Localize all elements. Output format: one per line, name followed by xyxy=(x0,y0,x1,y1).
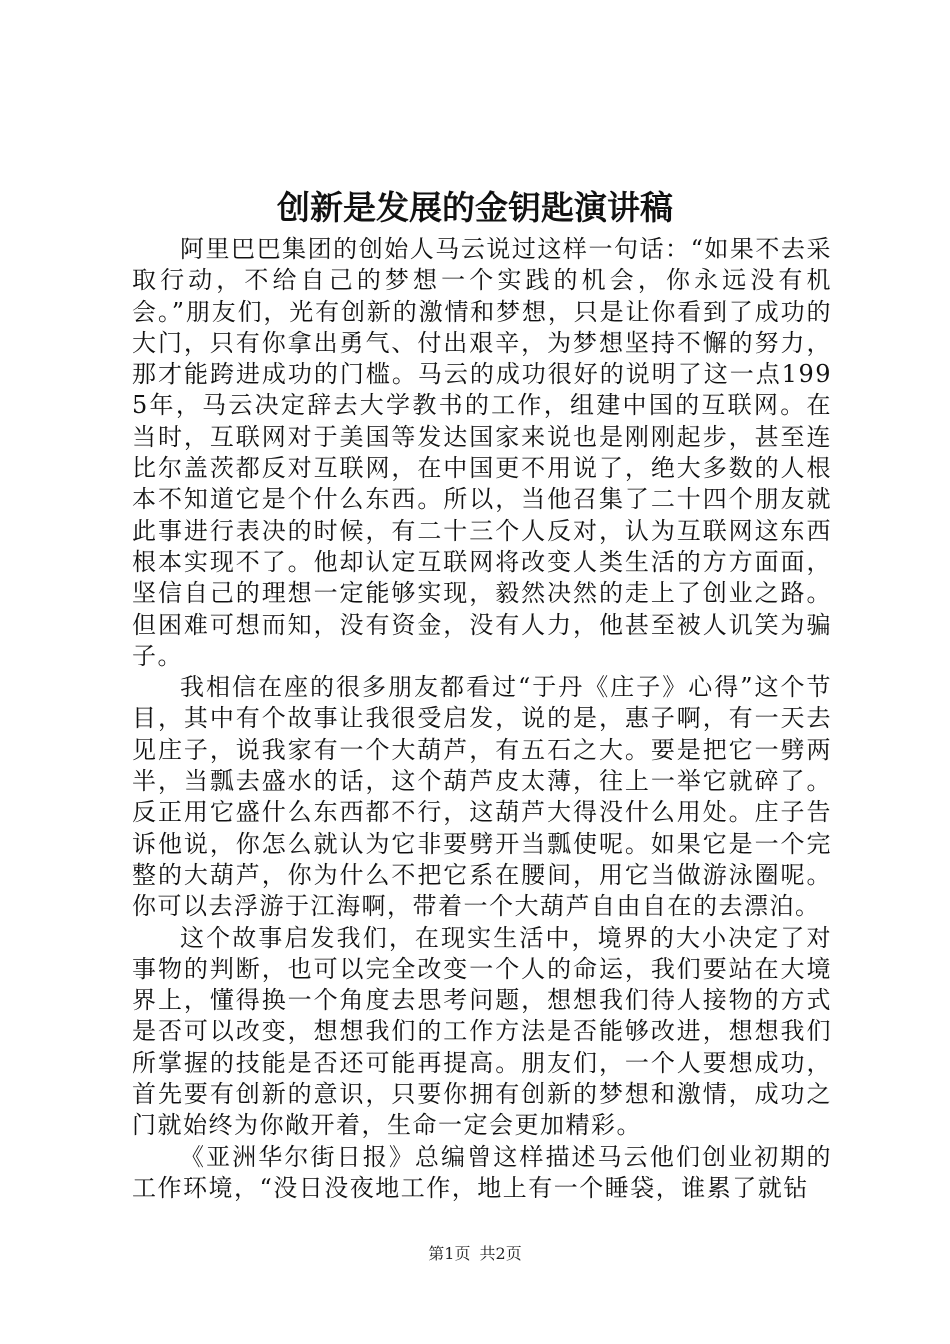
paragraph: 《亚洲华尔街日报》总编曾这样描述马云他们创业初期的工作环境，“没日没夜地工作，地上有一个睡袋，谁累了就钻 xyxy=(132,1142,832,1202)
paragraph: 阿里巴巴集团的创始人马云说过这样一句话：“如果不去采取行动，不给自己的梦想一个实践的机会，你永远没有机会。”朋友们，光有创新的激情和梦想，只是让你看到了成功的大门，只有你拿出勇气、付出艰辛，为梦想坚持不懈的努力，那才能跨进成功的门槛。马云的成功很好的说明了这一点1995年，马云决定辞去大学教书的工作，组建中国的互联网。在当时，互联网对于美国等发达国家来说也是刚刚起步，甚至连比尔盖茨都反对互联网，在中国更不用说了，绝大多数的人根本不知道它是个什么东西。所以，当他召集了二十四个朋友就此事进行表决的时候，有二十三个人反对，认为互联网这东西根本实现不了。他却认定互联网将改变人类生活的方方面面，坚信自己的理想一定能够实现，毅然决然的走上了创业之路。但困难可想而知，没有资金，没有人力，他甚至被人讥笑为骗子。 xyxy=(132,235,832,670)
page-footer xyxy=(0,1243,950,1265)
paragraph: 我相信在座的很多朋友都看过“于丹《庄子》心得”这个节目，其中有个故事让我很受启发，说的是，惠子啊，有一天去见庄子，说我家有一个大葫芦，有五石之大。要是把它一劈两半，当瓢去盛水的话，这个葫芦皮太薄，往上一举它就碎了。反正用它盛什么东西都不行，这葫芦大得没什么用处。庄子告诉他说，你怎么就认为它非要劈开当瓢使呢。如果它是一个完整的大葫芦，你为什么不把它系在腰间，用它当做游泳圈呢。你可以去浮游于江海啊，带着一个大葫芦自由自在的去漂泊。 xyxy=(132,673,832,921)
paragraph: 这个故事启发我们，在现实生活中，境界的大小决定了对事物的判断，也可以完全改变一个人的命运，我们要站在大境界上，懂得换一个角度去思考问题，想想我们待人接物的方式是否可以改变，想想我们的工作方法是否能够改进，想想我们所掌握的技能是否还可能再提高。朋友们，一个人要想成功，首先要有创新的意识，只要你拥有创新的梦想和激情，成功之门就始终为你敞开着，生命一定会更加精彩。 xyxy=(132,923,832,1140)
document-title: 创新是发展的金钥匙演讲稿 xyxy=(277,188,673,227)
page-number: 第1页 xyxy=(428,1244,471,1263)
document-body xyxy=(132,234,832,1204)
page-total: 共2页 xyxy=(479,1244,522,1263)
